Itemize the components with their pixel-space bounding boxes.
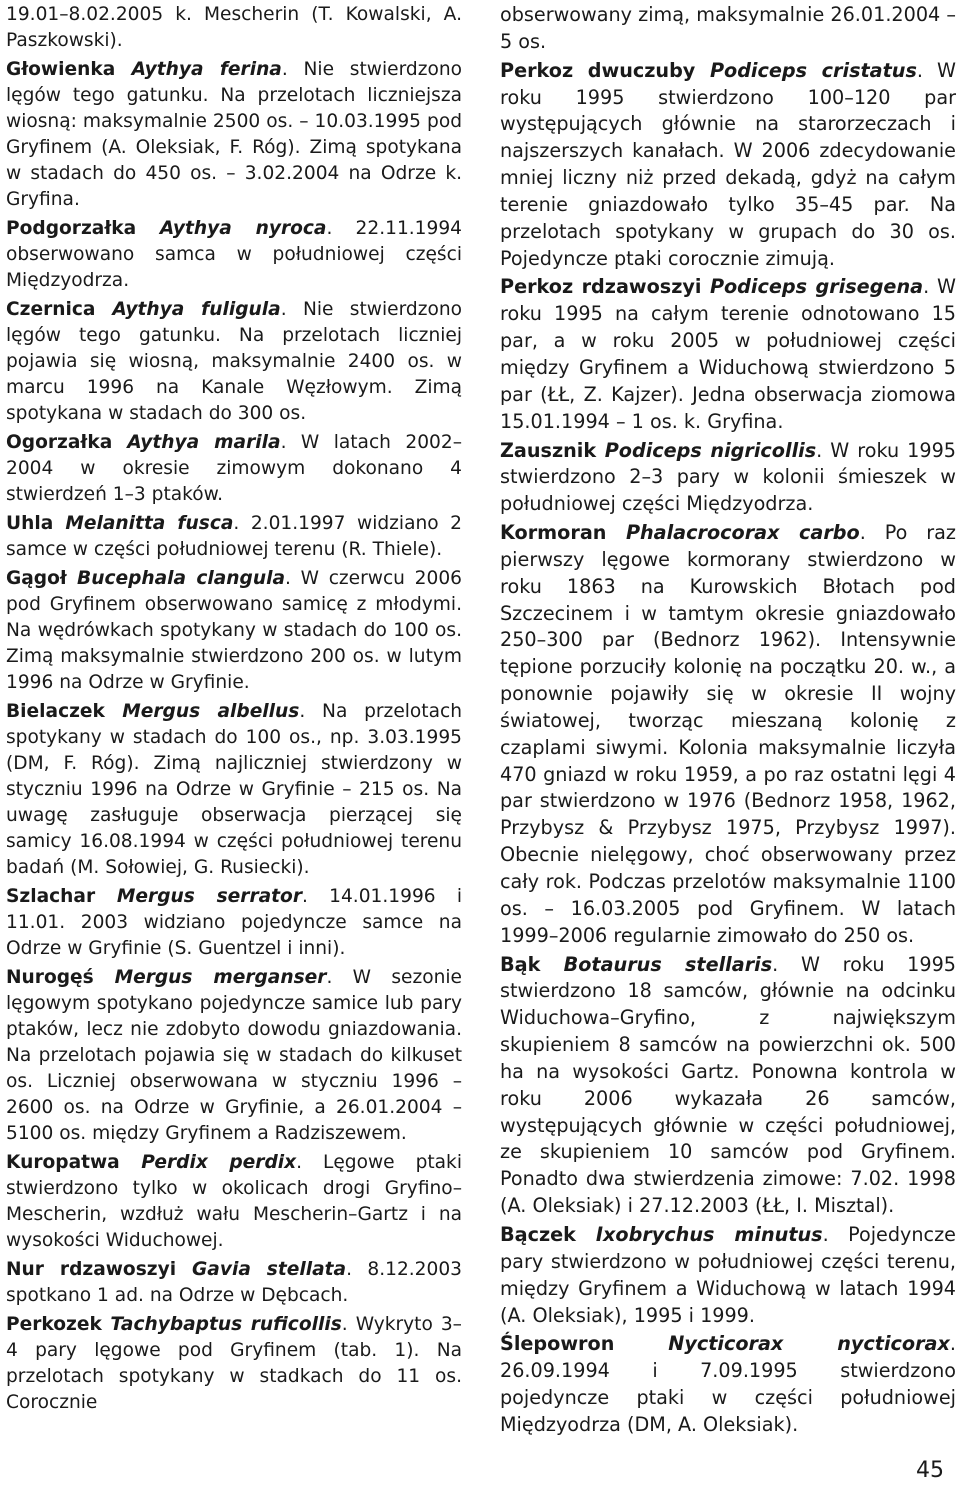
species-name: Zausznik	[500, 438, 605, 462]
species-latin-name: Phalacrocorax carbo	[625, 521, 860, 545]
species-entry	[6, 566, 462, 696]
species-entry	[6, 2, 462, 54]
species-name: Bączek	[500, 1222, 596, 1246]
species-entry	[6, 1150, 462, 1254]
species-name: Ślepowron	[500, 1332, 669, 1356]
species-entry	[500, 1331, 956, 1438]
species-name: Uhla	[6, 513, 66, 534]
species-latin-name: Melanitta fusca	[65, 513, 234, 534]
species-latin-name: Tachybaptus ruficollis	[110, 1314, 342, 1335]
species-name: Ogorzałka	[6, 432, 128, 453]
species-entry	[500, 2, 956, 56]
species-latin-name: Mergus merganser	[114, 967, 327, 988]
left-column	[6, 2, 462, 1419]
species-latin-name: Aythya marila	[127, 432, 281, 453]
species-entry	[500, 520, 956, 950]
species-name: Głowienka	[6, 59, 132, 80]
species-name: Perkoz dwuczuby	[500, 58, 710, 82]
species-latin-name: Perdix perdix	[141, 1152, 297, 1173]
species-entry	[6, 1312, 462, 1416]
species-text: . 2.01.1997 widziano 2 samce w części południowej terenu (R. Thiele).	[6, 513, 463, 560]
right-column	[500, 2, 956, 1441]
species-latin-name: Mergus serrator	[116, 886, 302, 907]
species-text: . 26.09.1994 i 7.09.1995 stwierdzono pojedyncze ptaki w części południowej Międzyodrza (DM, A. Oleksiak).	[500, 1332, 956, 1436]
species-name: Szlachar	[6, 886, 117, 907]
species-text: . Wykryto 3–4 pary lęgowe pod Gryfinem (tab. 1). Na przelotach spotykany w stadkach do 11 os. Corocznie	[6, 1314, 462, 1413]
species-name: Nurogęś	[6, 967, 115, 988]
species-text: . W latach 2002–2004 w okresie zimowym dokonano 4 stwierdzeń 1–3 ptaków.	[6, 432, 462, 505]
species-name: Gągoł	[6, 568, 78, 589]
species-latin-name: Aythya fuligula	[112, 299, 281, 320]
species-name: Nur rdzawoszyi	[6, 1259, 193, 1280]
species-text: . 8.12.2003 spotkano 1 ad. na Odrze w Dębcach.	[6, 1259, 462, 1306]
species-name: Czernica	[6, 299, 113, 320]
species-text: . Po raz pierwszy lęgowe kormorany stwierdzono w roku 1863 na Kurowskich Błotach pod Szczecinem i w tamtym okresie gniazdowało 250–300 par (Bednorz 1962). Intensywnie tępione porzuciły kolonię na początku 20. w., a ponownie pojawiły się w okresie II wojny światowej, tworząc mieszaną kolonię z czaplami siwymi. Kolonia maksymalnie liczyła 470 gniazd w roku 1959, a po raz ostatni lęgi 4 par stwierdzono w 1976 (Bednorz 1958, 1962, Przybysz & Przybysz 1975, Przybysz 1997). Obecnie nielęgowy, choć obserwowany przez cały rok. Podczas przelotów maksymalnie 1100 os. – 16.03.2005 pod Gryfinem. W latach 1999–2006 regularnie zimowało do 250 os.	[500, 521, 956, 947]
species-text: . Nie stwierdzono lęgów tego gatunku. Na przelotach liczniej pojawia się wiosną, maksymalnie 2400 os. w marcu 1996 na Kanale Węzłowym. Zimą spotykana w stadach do 300 os.	[6, 299, 463, 424]
species-entry	[6, 297, 462, 427]
species-text: obserwowany zimą, maksymalnie 26.01.2004 – 5 os.	[500, 3, 956, 53]
species-name: Bielaczek	[6, 701, 123, 722]
species-name: Perkoz rdzawoszyi	[500, 275, 710, 299]
species-latin-name: Podiceps nigricollis	[604, 438, 817, 462]
species-text: . W roku 1995 stwierdzono 18 samców, głównie na odcinku Widuchowa–Gryfino, z największym skupieniem 8 samców na powierzchni ok. 500 ha na wysokości Gartz. Ponowna kontrola w roku 2006 wykazała 26 samców, występujących głównie w części południowej, ze skupieniem 10 samców pod Gryfinem. Ponadto dwa stwierdzenia zimowe: 7.02. 1998 (A. Oleksiak) i 27.12.2003 (ŁŁ, I. Misztal).	[500, 952, 957, 1218]
species-latin-name: Nycticorax nycticorax	[668, 1332, 950, 1356]
species-text: . W roku 1995 stwierdzono 2–3 pary w kolonii śmieszek w południowej części Międzyodrza.	[500, 438, 956, 516]
species-name: Perkozek	[6, 1314, 111, 1335]
species-latin-name: Bucephala clangula	[77, 568, 286, 589]
species-entry	[6, 511, 462, 563]
species-text: . Na przelotach spotykany w stadach do 100 os., np. 3.03.1995 (DM, F. Róg). Zimą najliczniej stwierdzony w styczniu 1996 na Odrze w Gryfinie – 215 os. Na uwagę zasługuje obserwacja pierzącej się samicy 16.08.1994 w części południowej terenu badań (M. Sołowiej, G. Rusiecki).	[6, 701, 462, 878]
species-entry	[6, 430, 462, 508]
species-name: Kuropatwa	[6, 1152, 142, 1173]
species-latin-name: Botaurus stellaris	[563, 952, 773, 976]
species-latin-name: Aythya nyroca	[159, 218, 327, 239]
species-text: . W czerwcu 2006 pod Gryfinem obserwowano samicę z młodymi. Na wędrówkach spotykany w stadach do 100 os. Zimą maksymalnie stwierdzono 200 os. w lutym 1996 na Odrze w Gryfinie.	[6, 568, 462, 693]
species-name: Podgorzałka	[6, 218, 160, 239]
species-entry	[500, 438, 956, 519]
species-text: . Lęgowe ptaki stwierdzono tylko w okolicach drogi Gryfino–Mescherin, wzdłuż wału Mescherin–Gartz i na wysokości Widuchowej.	[6, 1152, 462, 1251]
species-latin-name: Mergus albellus	[122, 701, 300, 722]
species-latin-name: Gavia stellata	[192, 1259, 347, 1280]
species-entry	[6, 57, 462, 213]
species-name: Bąk	[500, 952, 564, 976]
species-text: . W roku 1995 stwierdzono 100–120 par występujących głównie na starorzeczach i najszerszych kanałach. W 2006 zdecydowanie mniej liczny niż przed dekadą, gdyż na całym terenie gniazdowało tylko 35–45 par. Na przelotach spotykany w grupach do 30 os. Pojedyncze ptaki corocznie zimują.	[500, 58, 957, 270]
species-entry	[500, 1222, 956, 1329]
species-entry	[6, 965, 462, 1147]
species-text: . W roku 1995 na całym terenie odnotowano 15 par, a w roku 2005 w południowej części między Gryfinem a Widuchową stwierdzono 5 par (ŁŁ, Z. Kajzer). Jedna obserwacja ziomowa 15.01.1994 – 1 os. k. Gryfina.	[500, 275, 957, 433]
species-entry	[6, 884, 462, 962]
page-number: 45	[916, 1458, 944, 1483]
species-name: Kormoran	[500, 521, 626, 545]
species-latin-name: Podiceps grisegena	[709, 275, 924, 299]
species-latin-name: Podiceps cristatus	[709, 58, 917, 82]
species-text: . W sezonie lęgowym spotykano pojedyncze samice lub pary ptaków, lecz nie zdobyto dowodu gniazdowania. Na przelotach pojawia się w stadach do kilkuset os. Liczniej obserwowana w styczniu 1996 – 2600 os. na Odrze w Gryfinie, a 26.01.2004 – 5100 os. między Gryfinem a Radziszewem.	[6, 967, 462, 1144]
species-entry	[500, 952, 956, 1220]
species-entry	[500, 274, 956, 435]
species-entry	[6, 1257, 462, 1309]
species-text: . Pojedyncze pary stwierdzono w południowej części terenu, między Gryfinem a Widuchową w latach 1994 (A. Oleksiak), 1995 i 1999.	[500, 1222, 956, 1327]
species-latin-name: Aythya ferina	[131, 59, 282, 80]
species-text: 19.01–8.02.2005 k. Mescherin (T. Kowalski, A. Paszkowski).	[6, 4, 462, 51]
species-entry	[6, 699, 462, 881]
species-latin-name: Ixobrychus minutus	[595, 1222, 823, 1246]
species-entry	[500, 58, 956, 273]
species-entry	[6, 216, 462, 294]
species-text: . 22.11.1994 obserwowano samca w południowej części Międzyodrza.	[6, 218, 462, 291]
species-text: . Nie stwierdzono lęgów tego gatunku. Na przelotach liczniejsza wiosną: maksymalnie 2500 os. – 10.03.1995 pod Gryfinem (A. Oleksiak, F. Róg). Zimą spotykana w stadach do 450 os. – 3.02.2004 na Odrze k. Gryfina.	[6, 59, 462, 210]
species-text: . 14.01.1996 i 11.01. 2003 widziano pojedyncze samce na Odrze w Gryfinie (S. Guentzel i inni).	[6, 886, 462, 959]
